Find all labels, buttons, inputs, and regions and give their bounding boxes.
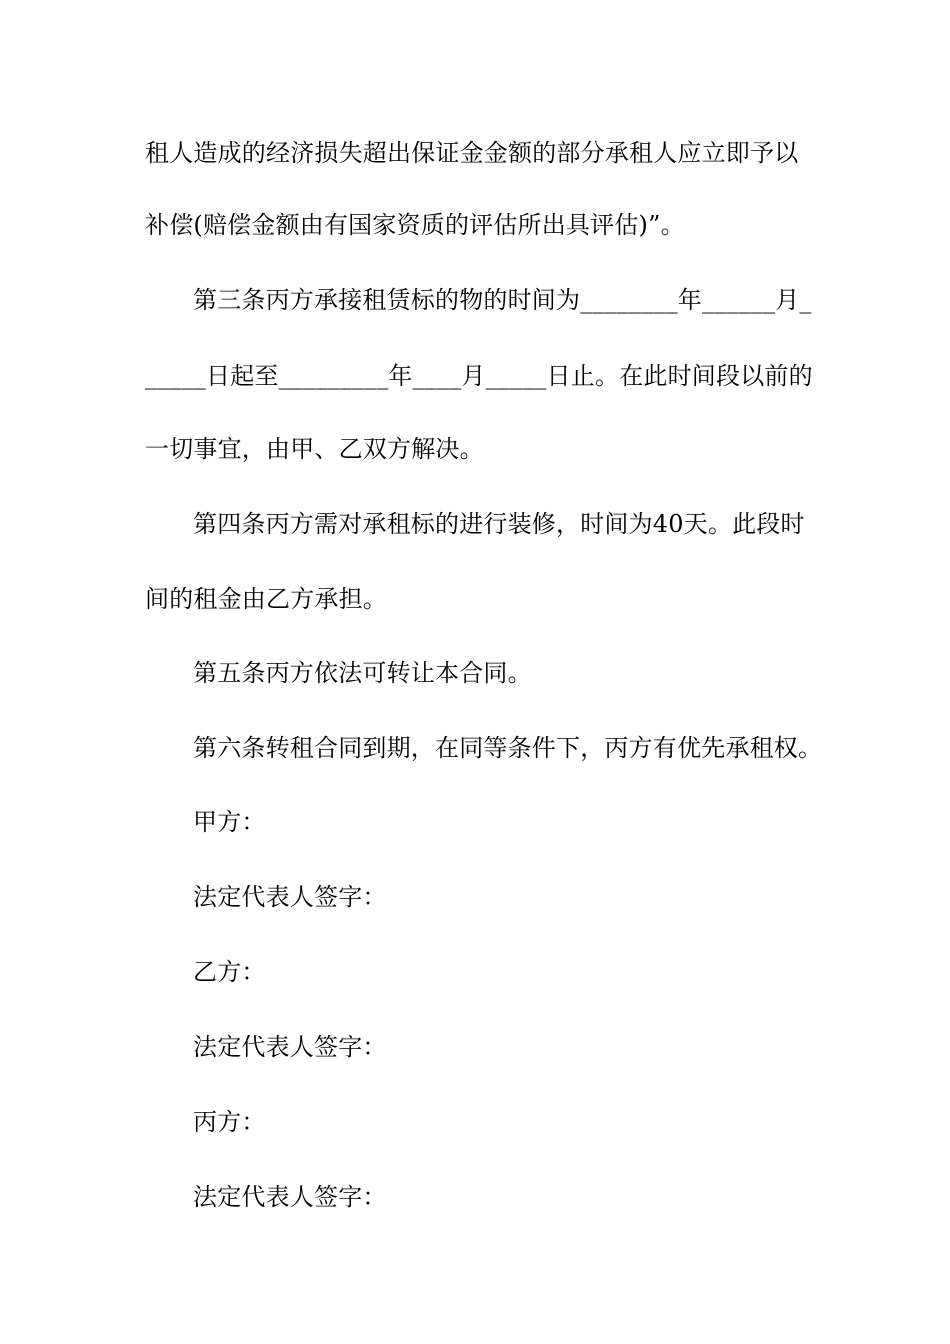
party-c-signature-label: 法定代表人签字： [193,1183,387,1211]
article-six-line: 第六条转租合同到期，在同等条件下，丙方有优先承租权。 [193,734,823,762]
party-a-signature-label: 法定代表人签字： [193,883,387,911]
party-b-signature-label: 法定代表人签字： [193,1033,387,1061]
paragraph-line: 一切事宜，由甲、乙双方解决。 [145,435,484,463]
party-a-label: 甲方： [193,808,266,836]
article-five-line: 第五条丙方依法可转让本合同。 [193,659,532,687]
paragraph-line: _____日起至_________年____月_____日止。在此时间段以前的 [145,362,813,390]
paragraph-line: 补偿(赔偿金额由有国家资质的评估所出具评估)”。 [145,211,685,239]
article-four-line: 第四条丙方需对承租标的进行装修，时间为40天。此段时 [193,510,805,538]
party-c-label: 丙方： [193,1108,266,1136]
article-three-line: 第三条丙方承接租赁标的物的时间为________年______月_ [193,286,812,314]
paragraph-line: 间的租金由乙方承担。 [145,585,387,613]
paragraph-line: 租人造成的经济损失超出保证金金额的部分承租人应立即予以 [145,139,799,167]
party-b-label: 乙方： [193,958,266,986]
